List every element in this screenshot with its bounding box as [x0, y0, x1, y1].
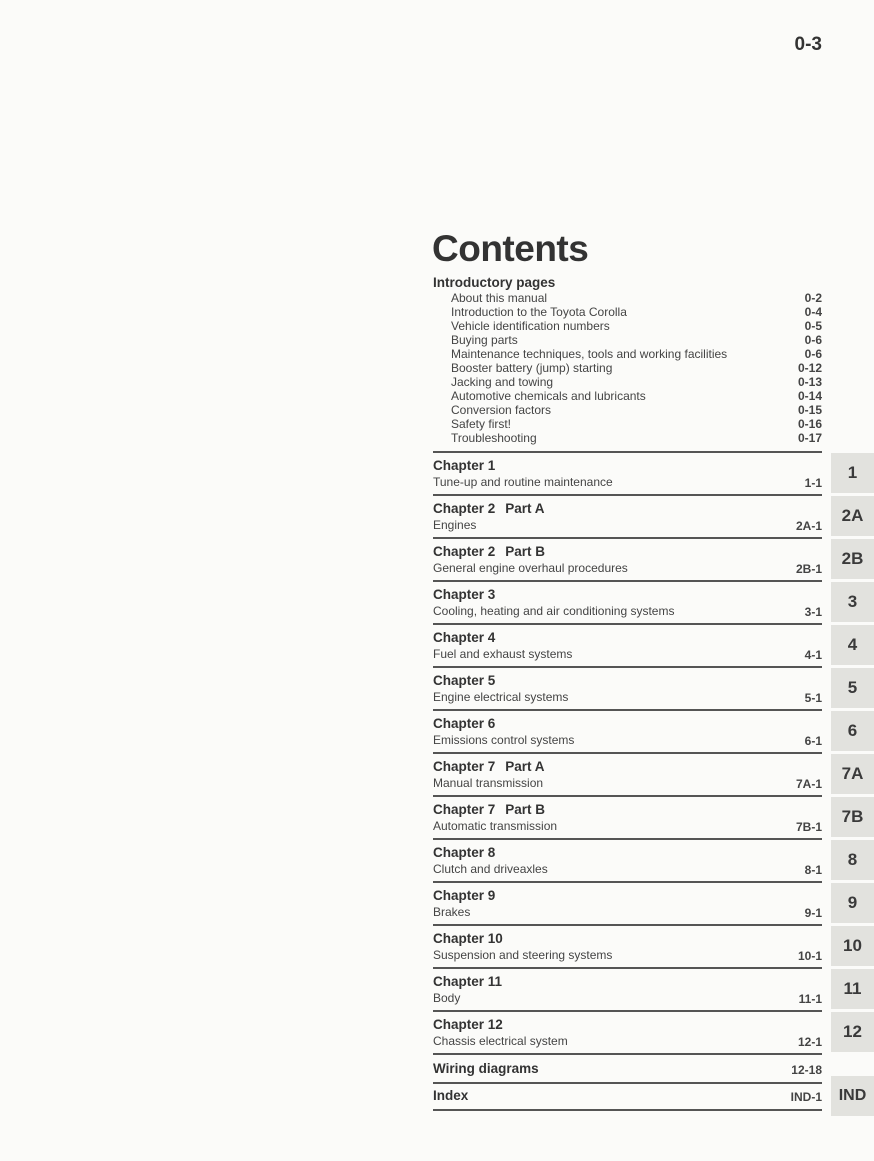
entry-page: 0-12 [797, 361, 822, 375]
chapter-number: Chapter 10 [433, 931, 503, 946]
entry-page: 6-1 [804, 734, 822, 748]
tab-chapter[interactable]: 7A [831, 754, 874, 794]
tab-chapter[interactable]: 2B [831, 539, 874, 579]
divider [433, 1082, 822, 1084]
entry-page: 0-2 [804, 291, 822, 305]
entry-title: Wiring diagrams [433, 1061, 539, 1076]
tab-index[interactable]: IND [831, 1076, 874, 1116]
toc-entry-chapter[interactable] [433, 499, 822, 542]
divider [433, 881, 822, 883]
toc-entry-chapter[interactable] [433, 628, 822, 671]
chapter-heading [433, 1017, 503, 1032]
toc-entry[interactable] [451, 333, 822, 347]
entry-title: About this manual [451, 291, 548, 305]
chapter-heading [433, 544, 545, 559]
entry-title: Jacking and towing [451, 375, 554, 389]
chapter-number: Chapter 3 [433, 587, 496, 602]
tab-chapter[interactable]: 6 [831, 711, 874, 751]
chapter-part: Part A [505, 501, 545, 516]
chapter-subtitle: Automatic transmission [433, 819, 558, 833]
entry-title: Buying parts [451, 333, 518, 347]
entry-page: 3-1 [804, 605, 822, 619]
chapter-subtitle: Brakes [433, 905, 471, 919]
entry-page: 5-1 [804, 691, 822, 705]
toc-entry-index[interactable] [433, 1088, 822, 1108]
entry-page: 10-1 [797, 949, 822, 963]
chapter-heading [433, 716, 495, 731]
entry-page: 0-6 [804, 347, 822, 361]
chapter-part: Part B [505, 802, 546, 817]
toc-entry[interactable] [451, 431, 822, 445]
chapter-heading [433, 888, 495, 903]
chapter-subtitle: Fuel and exhaust systems [433, 647, 573, 661]
tab-chapter[interactable]: 3 [831, 582, 874, 622]
chapter-number: Chapter 4 [433, 630, 496, 645]
chapter-heading [433, 802, 545, 817]
entry-title: Troubleshooting [451, 431, 537, 445]
chapter-number: Chapter 8 [433, 845, 496, 860]
chapter-heading [433, 845, 495, 860]
chapter-part: Part B [505, 544, 546, 559]
tab-chapter[interactable]: 4 [831, 625, 874, 665]
divider [433, 537, 822, 539]
chapter-heading [433, 974, 502, 989]
toc-entry-chapter[interactable] [433, 929, 822, 972]
entry-page: 0-17 [797, 431, 822, 445]
divider [433, 580, 822, 582]
entry-title: Maintenance techniques, tools and working facilities [451, 347, 728, 361]
entry-page: 1-1 [804, 476, 822, 490]
chapter-number: Chapter 6 [433, 716, 496, 731]
entry-title: Introduction to the Toyota Corolla [451, 305, 627, 319]
chapter-number: Chapter 11 [433, 974, 503, 989]
toc-entry-chapter[interactable] [433, 1015, 822, 1058]
chapter-heading [433, 759, 545, 774]
entry-page: 11-1 [798, 992, 822, 1006]
chapter-subtitle: Chassis electrical system [433, 1034, 568, 1048]
entry-page: 0-16 [797, 417, 822, 431]
entry-page: 0-6 [804, 333, 822, 347]
entry-title: Automotive chemicals and lubricants [451, 389, 646, 403]
chapter-number: Chapter 9 [433, 888, 496, 903]
chapter-heading [433, 458, 495, 473]
entry-page: 0-4 [804, 305, 822, 319]
entry-page: 12-18 [791, 1063, 822, 1077]
toc-entry-chapter[interactable] [433, 542, 822, 585]
entry-page: 0-15 [797, 403, 822, 417]
divider [433, 451, 822, 453]
intro-heading: Introductory pages [433, 275, 556, 290]
entry-page: 7A-1 [795, 777, 822, 791]
chapter-number: Chapter 7 [433, 802, 496, 817]
chapter-number: Chapter 7 [433, 759, 496, 774]
entry-page: 12-1 [797, 1035, 822, 1049]
toc-entry-chapter[interactable] [433, 757, 822, 800]
tab-chapter[interactable]: 12 [831, 1012, 874, 1052]
entry-title: Index [433, 1088, 469, 1103]
page-title: Contents [432, 228, 589, 269]
tab-chapter[interactable]: 2A [831, 496, 874, 536]
divider [433, 838, 822, 840]
chapter-subtitle: Suspension and steering systems [433, 948, 613, 962]
toc-entry[interactable] [451, 319, 822, 333]
tab-chapter[interactable]: 7B [831, 797, 874, 837]
tab-chapter[interactable]: 11 [831, 969, 874, 1009]
divider [433, 795, 822, 797]
chapter-heading [433, 587, 495, 602]
entry-page: 0-14 [797, 389, 822, 403]
tab-chapter[interactable]: 8 [831, 840, 874, 880]
chapter-subtitle: Cooling, heating and air conditioning systems [433, 604, 675, 618]
divider [433, 623, 822, 625]
entry-page: 2A-1 [795, 519, 822, 533]
chapter-subtitle: Emissions control systems [433, 733, 575, 747]
tab-chapter[interactable]: 5 [831, 668, 874, 708]
toc-entry[interactable] [451, 305, 822, 319]
divider [433, 752, 822, 754]
entry-page: 7B-1 [795, 820, 822, 834]
toc-entry[interactable] [451, 361, 822, 375]
chapter-subtitle: Manual transmission [433, 776, 544, 790]
chapter-subtitle: Tune-up and routine maintenance [433, 475, 613, 489]
chapter-number: Chapter 5 [433, 673, 496, 688]
chapter-subtitle: Engine electrical systems [433, 690, 569, 704]
tab-chapter[interactable]: 9 [831, 883, 874, 923]
divider [433, 924, 822, 926]
chapter-number: Chapter 2 [433, 544, 496, 559]
toc-entry-chapter[interactable] [433, 843, 822, 886]
chapter-subtitle: Body [433, 991, 461, 1005]
toc-entry-chapter[interactable] [433, 671, 822, 714]
divider [433, 666, 822, 668]
toc-entry[interactable] [451, 403, 822, 417]
toc-entry-chapter[interactable] [433, 972, 822, 1015]
entry-page: 8-1 [804, 863, 822, 877]
entry-page: 9-1 [804, 906, 822, 920]
entry-title: Booster battery (jump) starting [451, 361, 613, 375]
toc-entry-chapter[interactable] [433, 886, 822, 929]
toc-entry[interactable] [451, 347, 822, 361]
chapter-number: Chapter 1 [433, 458, 496, 473]
chapter-heading [433, 501, 545, 516]
toc-entry-chapter[interactable] [433, 456, 822, 499]
entry-page: 0-5 [804, 319, 822, 333]
divider [433, 1010, 822, 1012]
divider [433, 494, 822, 496]
chapter-number: Chapter 2 [433, 501, 496, 516]
chapter-heading [433, 673, 495, 688]
chapter-heading [433, 630, 495, 645]
toc-entry[interactable] [451, 375, 822, 389]
entry-title: Vehicle identification numbers [451, 319, 610, 333]
divider [433, 709, 822, 711]
chapter-heading [433, 931, 503, 946]
toc-entry[interactable] [451, 417, 822, 431]
entry-title: Safety first! [451, 417, 512, 431]
chapter-subtitle: General engine overhaul procedures [433, 561, 628, 575]
entry-page: 2B-1 [795, 562, 822, 576]
tab-chapter[interactable]: 10 [831, 926, 874, 966]
chapter-subtitle: Engines [433, 518, 477, 532]
page-number: 0-3 [794, 34, 822, 55]
divider [433, 967, 822, 969]
divider [433, 1109, 822, 1111]
tab-chapter[interactable]: 1 [831, 453, 874, 493]
entry-page: 4-1 [804, 648, 822, 662]
toc-entry[interactable] [451, 291, 822, 305]
divider [433, 1053, 822, 1055]
toc-entry-chapter[interactable] [433, 585, 822, 628]
entry-page: IND-1 [790, 1090, 822, 1104]
toc-entry[interactable] [451, 389, 822, 403]
chapter-subtitle: Clutch and driveaxles [433, 862, 548, 876]
chapter-number: Chapter 12 [433, 1017, 503, 1032]
toc-entry-chapter[interactable] [433, 714, 822, 757]
toc-entry-chapter[interactable] [433, 800, 822, 843]
toc-entry-wiring[interactable] [433, 1061, 822, 1081]
entry-page: 0-13 [797, 375, 822, 389]
chapter-part: Part A [505, 759, 545, 774]
entry-title: Conversion factors [451, 403, 552, 417]
